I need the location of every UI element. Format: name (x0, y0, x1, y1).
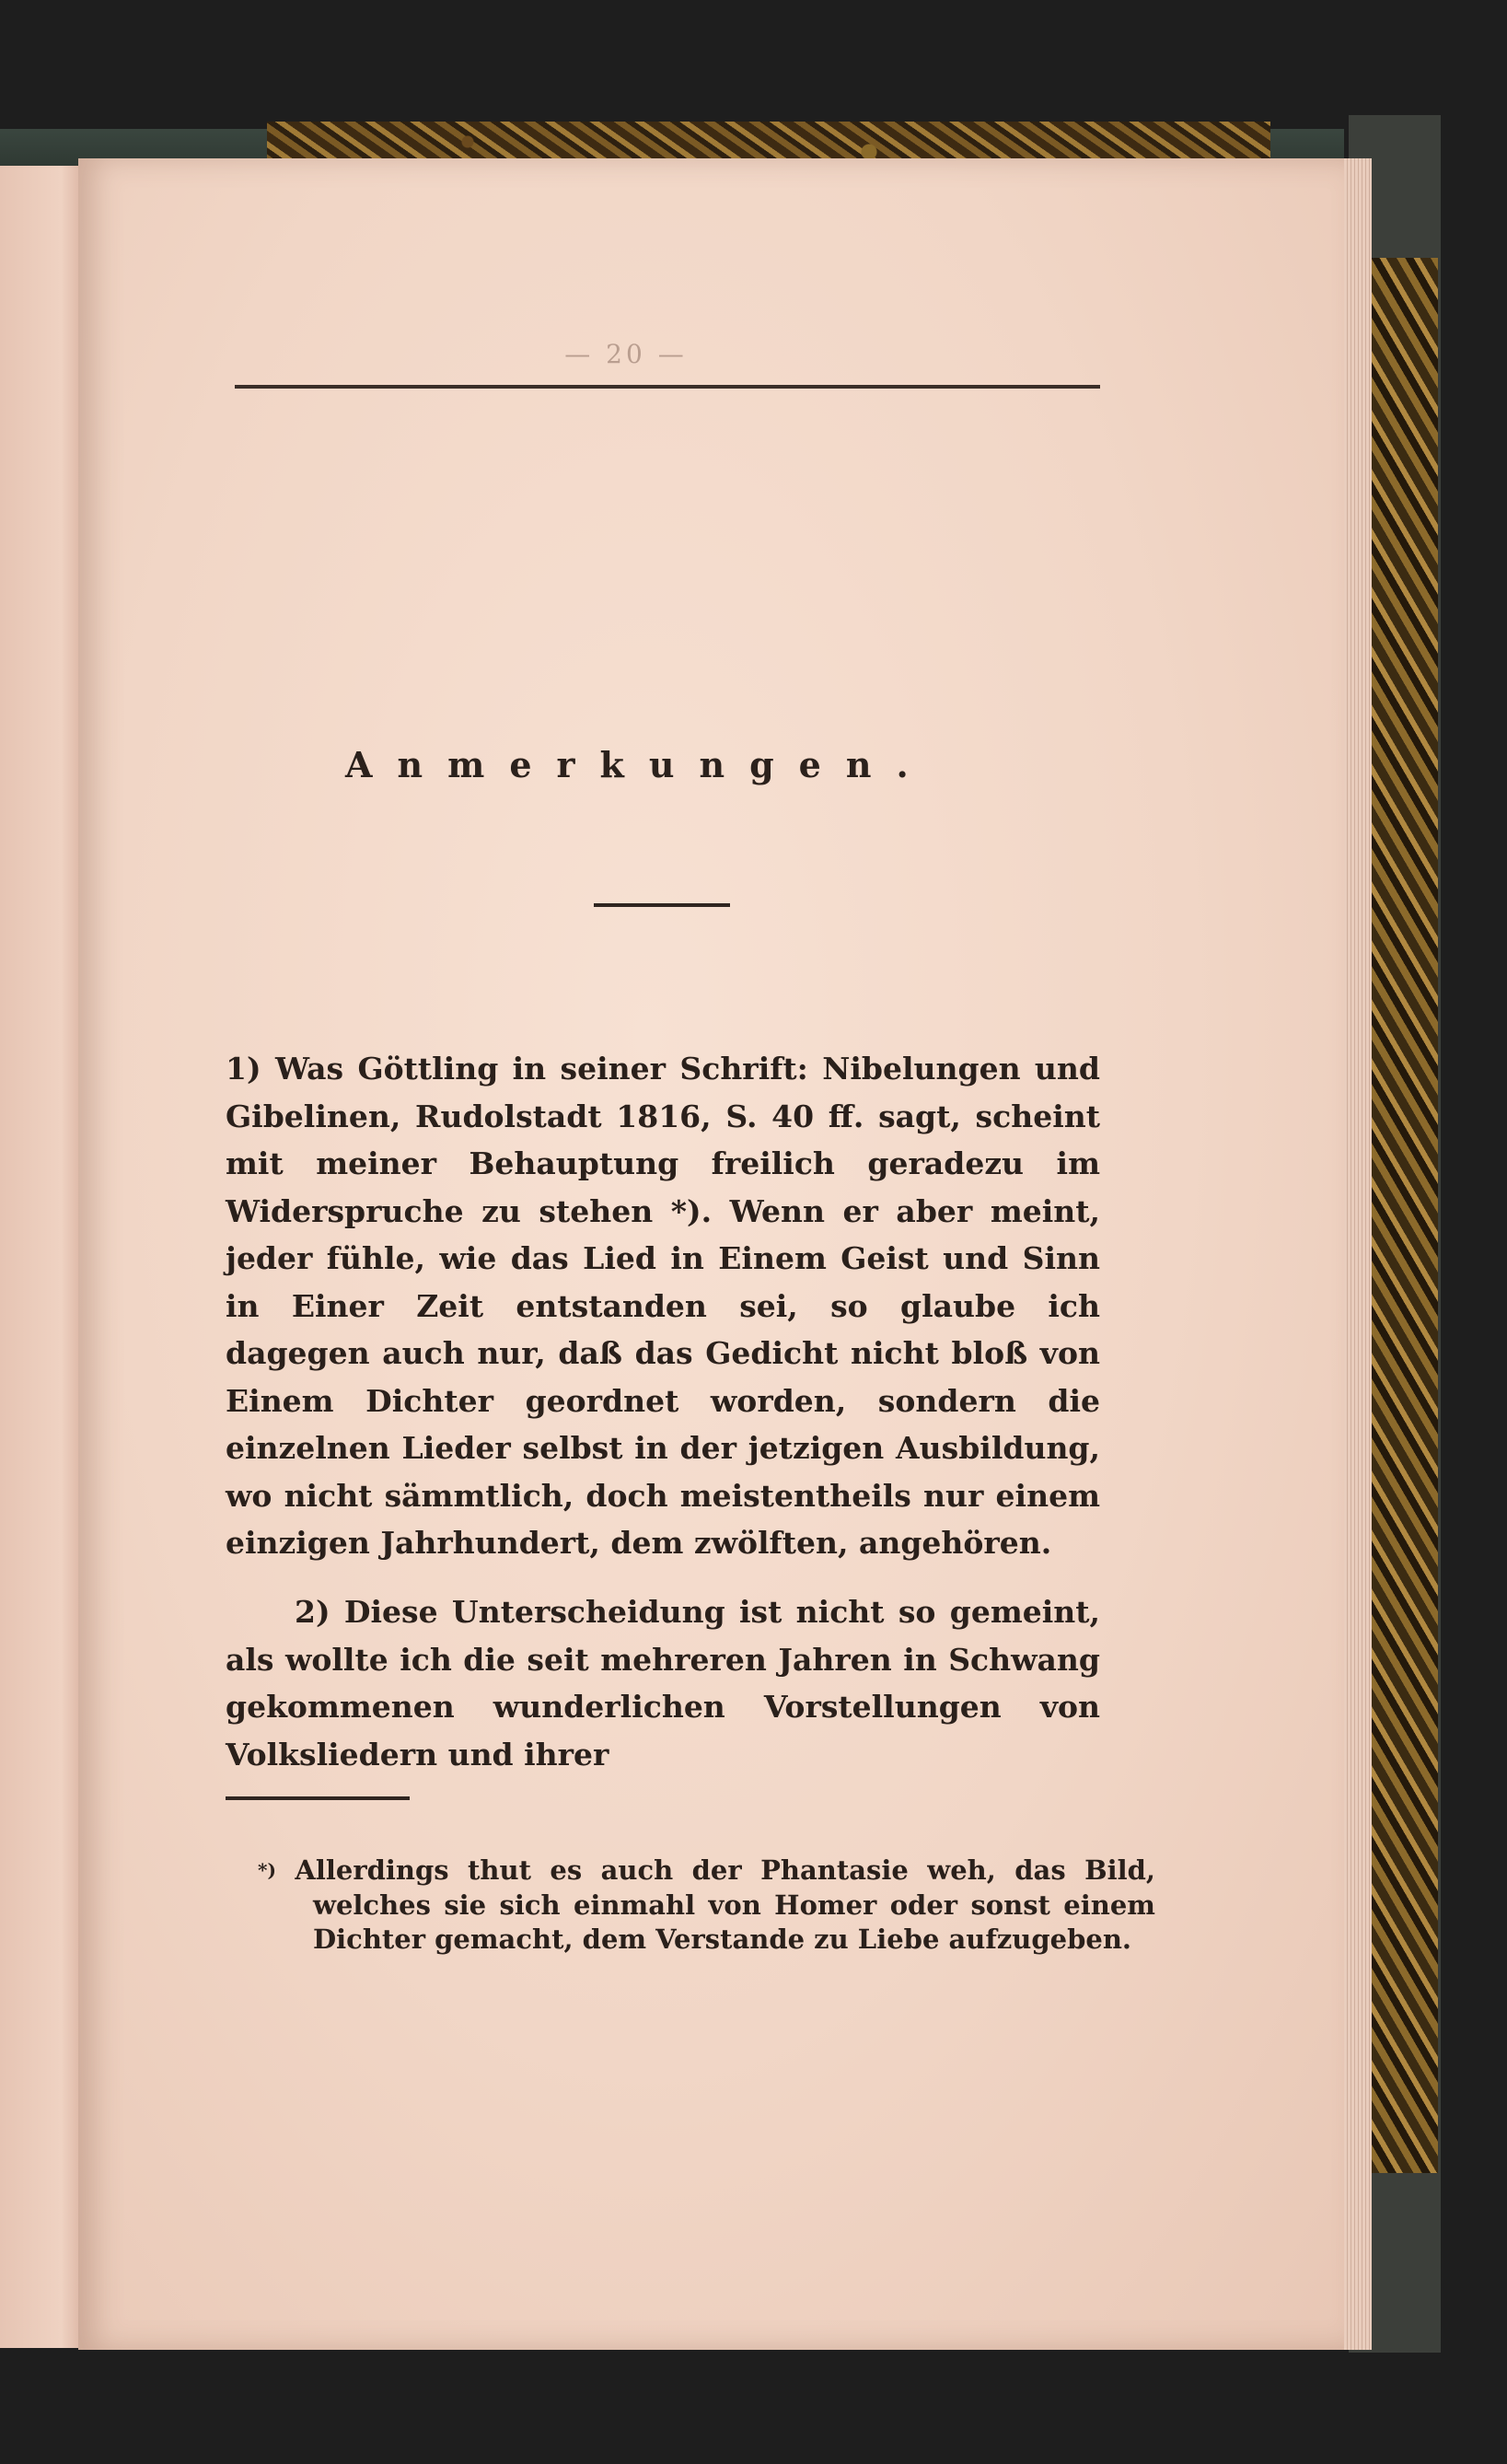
paragraph-1: 1) Was Göttling in seiner Schrift: Nibelungen und Gibelinen, Rudolstadt 1816, S. 40 ff. sagt, scheint mit meiner Behauptung freilich geradezu im Widerspruche zu stehen *). Wenn er aber meint, jeder fühle, wie das Lied in Einem Geist und Sinn in Einer Zeit entstanden sei, so glaube ich dagegen auch nur, daß das Gedicht nicht bloß von Einem Dichter geordnet worden, sondern die einzelnen Lieder selbst in der jetzigen Ausbildung, wo nicht sämmtlich, doch meistentheils nur einem einzigen Jahrhundert, dem zwölften, angehören. (226, 1051, 1100, 1561)
footnote-marker: *) (258, 1859, 276, 1881)
footnote (258, 1854, 1155, 1958)
page-number: — 20 — (564, 339, 688, 369)
facing-page-edge (0, 166, 89, 2348)
section-heading: Anmerkungen. (345, 744, 933, 785)
footnote-text: Allerdings thut es auch der Phantasie weh, das Bild, welches sie sich einmahl von Homer oder sonst einem Dichter gemacht, dem Verstande zu Liebe aufzugeben. (295, 1854, 1156, 1955)
header-rule (235, 385, 1100, 389)
marbled-cover-edge (1369, 258, 1438, 2173)
heading-rule (594, 903, 730, 907)
paragraph-2: 2) Diese Unterscheidung ist nicht so gemeint, als wollte ich die seit mehreren Jahren in Schwang gekommenen wunderlichen Vorstellungen von Volksliedern und ihrer (226, 1594, 1100, 1772)
footnote-rule (226, 1796, 410, 1800)
